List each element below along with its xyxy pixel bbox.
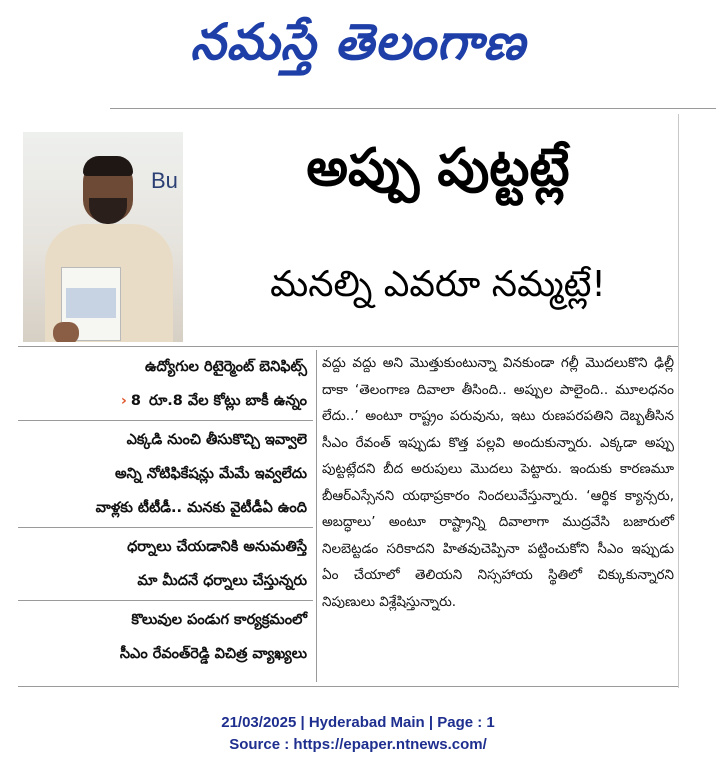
highlight-line: కొలువుల పండుగ కార్యక్రమంలో (131, 612, 307, 628)
masthead-title: నమస్తే తెలంగాణ (190, 12, 526, 71)
subheadline: మనల్ని ఎవరూ నమ్మట్లే! (270, 264, 606, 305)
news-photo (23, 132, 183, 342)
top-divider (110, 108, 716, 109)
masthead (0, 0, 716, 96)
photo-backdrop-text: Bu (151, 168, 178, 193)
source-link[interactable]: Source : https://epaper.ntnews.com/ (229, 736, 487, 753)
bottom-divider (18, 686, 678, 687)
sidebar-highlights (18, 350, 313, 671)
highlight-divider (18, 527, 313, 528)
highlight-line: మా మీదనే ధర్నాలు చేస్తున్నరు (137, 573, 307, 589)
photo-person-hair (83, 156, 133, 176)
highlight-line: అన్ని నోటిఫికేషన్లు మేమే ఇవ్వలేదు (114, 466, 307, 482)
highlight-line: ఎక్కడి నుంచి తీసుకొచ్చి ఇవ్వాలె (126, 432, 307, 448)
column-divider (316, 350, 317, 682)
edition-info: 21/03/2025 | Hyderabad Main | Page : 1 (221, 714, 495, 731)
highlight-line: వాళ్లకు టీటీడీ.. మనకు వైటీడీఏ ఉంది (95, 500, 307, 516)
highlight-divider (18, 600, 313, 601)
highlight-line: సీఎం రేవంత్‌రెడ్డి విచిత్ర వ్యాఖ్యలు (119, 646, 307, 662)
highlight-line (18, 384, 313, 418)
highlight-number: 8 (130, 393, 141, 409)
photo-hand (53, 322, 79, 342)
highlight-divider (18, 420, 313, 421)
highlight-text: రూ.8 వేల కోట్లు బాకీ ఉన్నం (148, 393, 307, 409)
section-divider (18, 346, 678, 347)
highlight-line: ధర్నాలు చేయడానికి అనుమతిస్తే (127, 539, 307, 555)
highlight-line: ఉద్యోగుల రిటైర్మెంట్ బెనిఫిట్స్ (144, 359, 307, 375)
news-clipping (18, 114, 679, 688)
bullet-chevron-icon: › (120, 393, 127, 409)
headline: అప్పు పుట్టట్లే (306, 138, 570, 198)
page-footer (0, 712, 716, 756)
photo-person-beard (89, 198, 127, 224)
article-body: వద్దు వద్దు అని మొత్తుకుంటున్నా వినకుండా గల్లీ మొదలుకొని ఢిల్లీ దాకా ‘తెలంగాణ దివాలా తీసింది.. అప్పుల పాలైంది.. మూలధనం లేదు..’ అంటూ రాష్ట్రం పరువును, ఇటు రుణపరపతిని దెబ్బతీసిన సీఎం రేవంత్ ఇప్పుడు కొత్త పల్లవి అందుకున్నారు. ఎక్కడా అప్పు పుట్టట్లేదని బీద అరుపులు మొదలు పెట్టారు. ఇందుకు కారణమూ బీఆర్‌ఎస్సేనని యథాప్రకారం నిందలువేస్తున్నారు. ‘ఆర్థిక క్యాన్సరు, అబద్ధాలు’ అంటూ రాష్ట్రాన్ని దివాలాగా ముద్రవేసి బజారులో నిలబెట్టడం సరికాదని హితవుచెప్పినా పట్టించుకోని సీఎం ఇప్పుడు ఏం చేయాలో తెలియని నిస్సహాయ స్థితిలో చిక్కుకున్నారని నిపుణులు విశ్లేషిస్తున్నారు. (322, 355, 674, 610)
